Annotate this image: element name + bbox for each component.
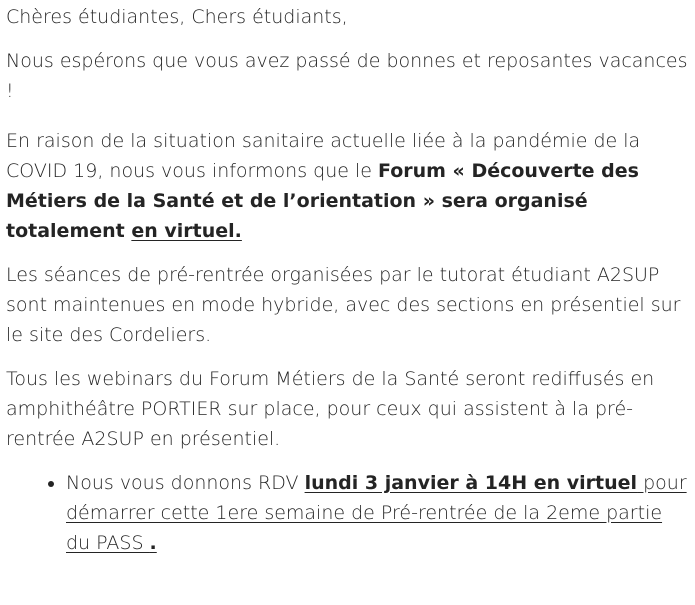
paragraph-pre-rentree-text: Les séances de pré-rentrée organisées par le tutorat étudiant A2SUP sont maintenues en mode hybride, avec des sections en présentiel sur le site des Cordeliers. <box>6 264 681 346</box>
greeting <box>6 2 690 32</box>
paragraph-pre-rentree <box>6 260 690 350</box>
paragraph-forum <box>6 126 690 246</box>
rdv-list <box>6 468 690 558</box>
rdv-date: lundi 3 janvier à 14H en virtuel <box>304 472 638 494</box>
paragraph-vacances-text: Nous espérons que vous avez passé de bonnes et reposantes vacances ! <box>6 50 688 102</box>
paragraph-webinars <box>6 364 690 454</box>
rdv-details: pour démarrer cette 1ere semaine de Pré-rentrée de la 2eme partie du PASS <box>66 472 687 554</box>
greeting-text: Chères étudiantes, Chers étudiants, <box>6 6 348 28</box>
forum-virtual-note: en virtuel. <box>131 220 242 242</box>
list-item <box>66 468 690 558</box>
forum-title: Forum « Découverte des Métiers de la Santé et de l’orientation » sera organisé totalement <box>6 160 639 242</box>
paragraph-webinars-text: Tous les webinars du Forum Métiers de la Santé seront rediffusés en amphithéâtre PORTIER sur place, pour ceux qui assistent à la pré-rentrée A2SUP en présentiel. <box>6 368 655 450</box>
paragraph-vacances <box>6 46 690 106</box>
rdv-period: . <box>149 532 157 554</box>
rdv-intro: Nous vous donnons RDV <box>66 472 305 494</box>
paragraph-forum-intro: En raison de la situation sanitaire actuelle liée à la pandémie de la COVID 19, nous vous informons que le <box>6 130 641 182</box>
